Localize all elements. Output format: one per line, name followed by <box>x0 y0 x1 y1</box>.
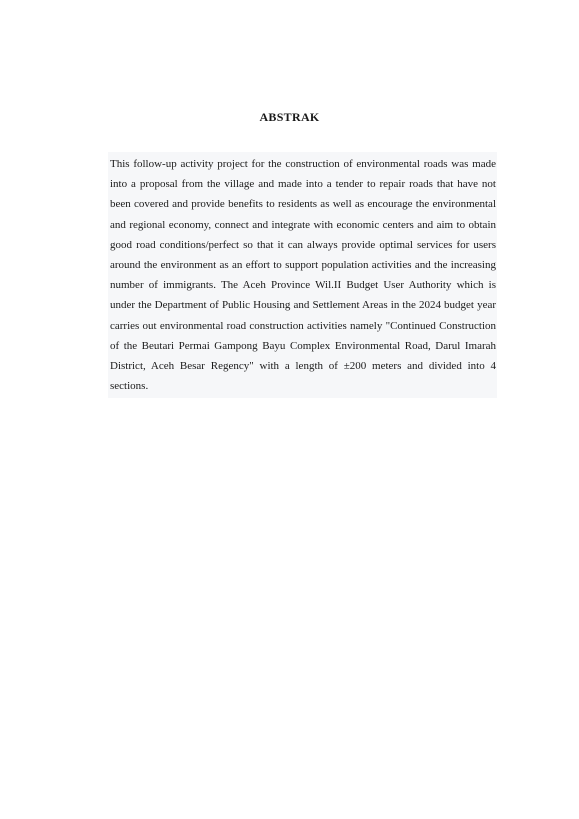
abstract-paragraph: This follow-up activity project for the construction of environmental roads was made into a proposal from the village and made into a tender to repair roads that have not been covered and provide benefits to residents as well as encourage the environmental and regional economy, connect and integrate with economic centers and aim to obtain good road conditions/perfect so that it can always provide optimal services for users around the environment as an effort to support population activities and the increasing number of immigrants. The Aceh Province Wil.II Budget User Authority which is under the Department of Public Housing and Settlement Areas in the 2024 budget year carries out environmental road construction activities namely "Continued Construction of the Beutari Permai Gampong Bayu Complex Environmental Road, Darul Imarah District, Aceh Besar Regency" with a length of ±200 meters and divided into 4 sections. <box>110 158 496 393</box>
page-title: ABSTRAK <box>259 110 320 124</box>
abstract-section <box>108 152 497 398</box>
